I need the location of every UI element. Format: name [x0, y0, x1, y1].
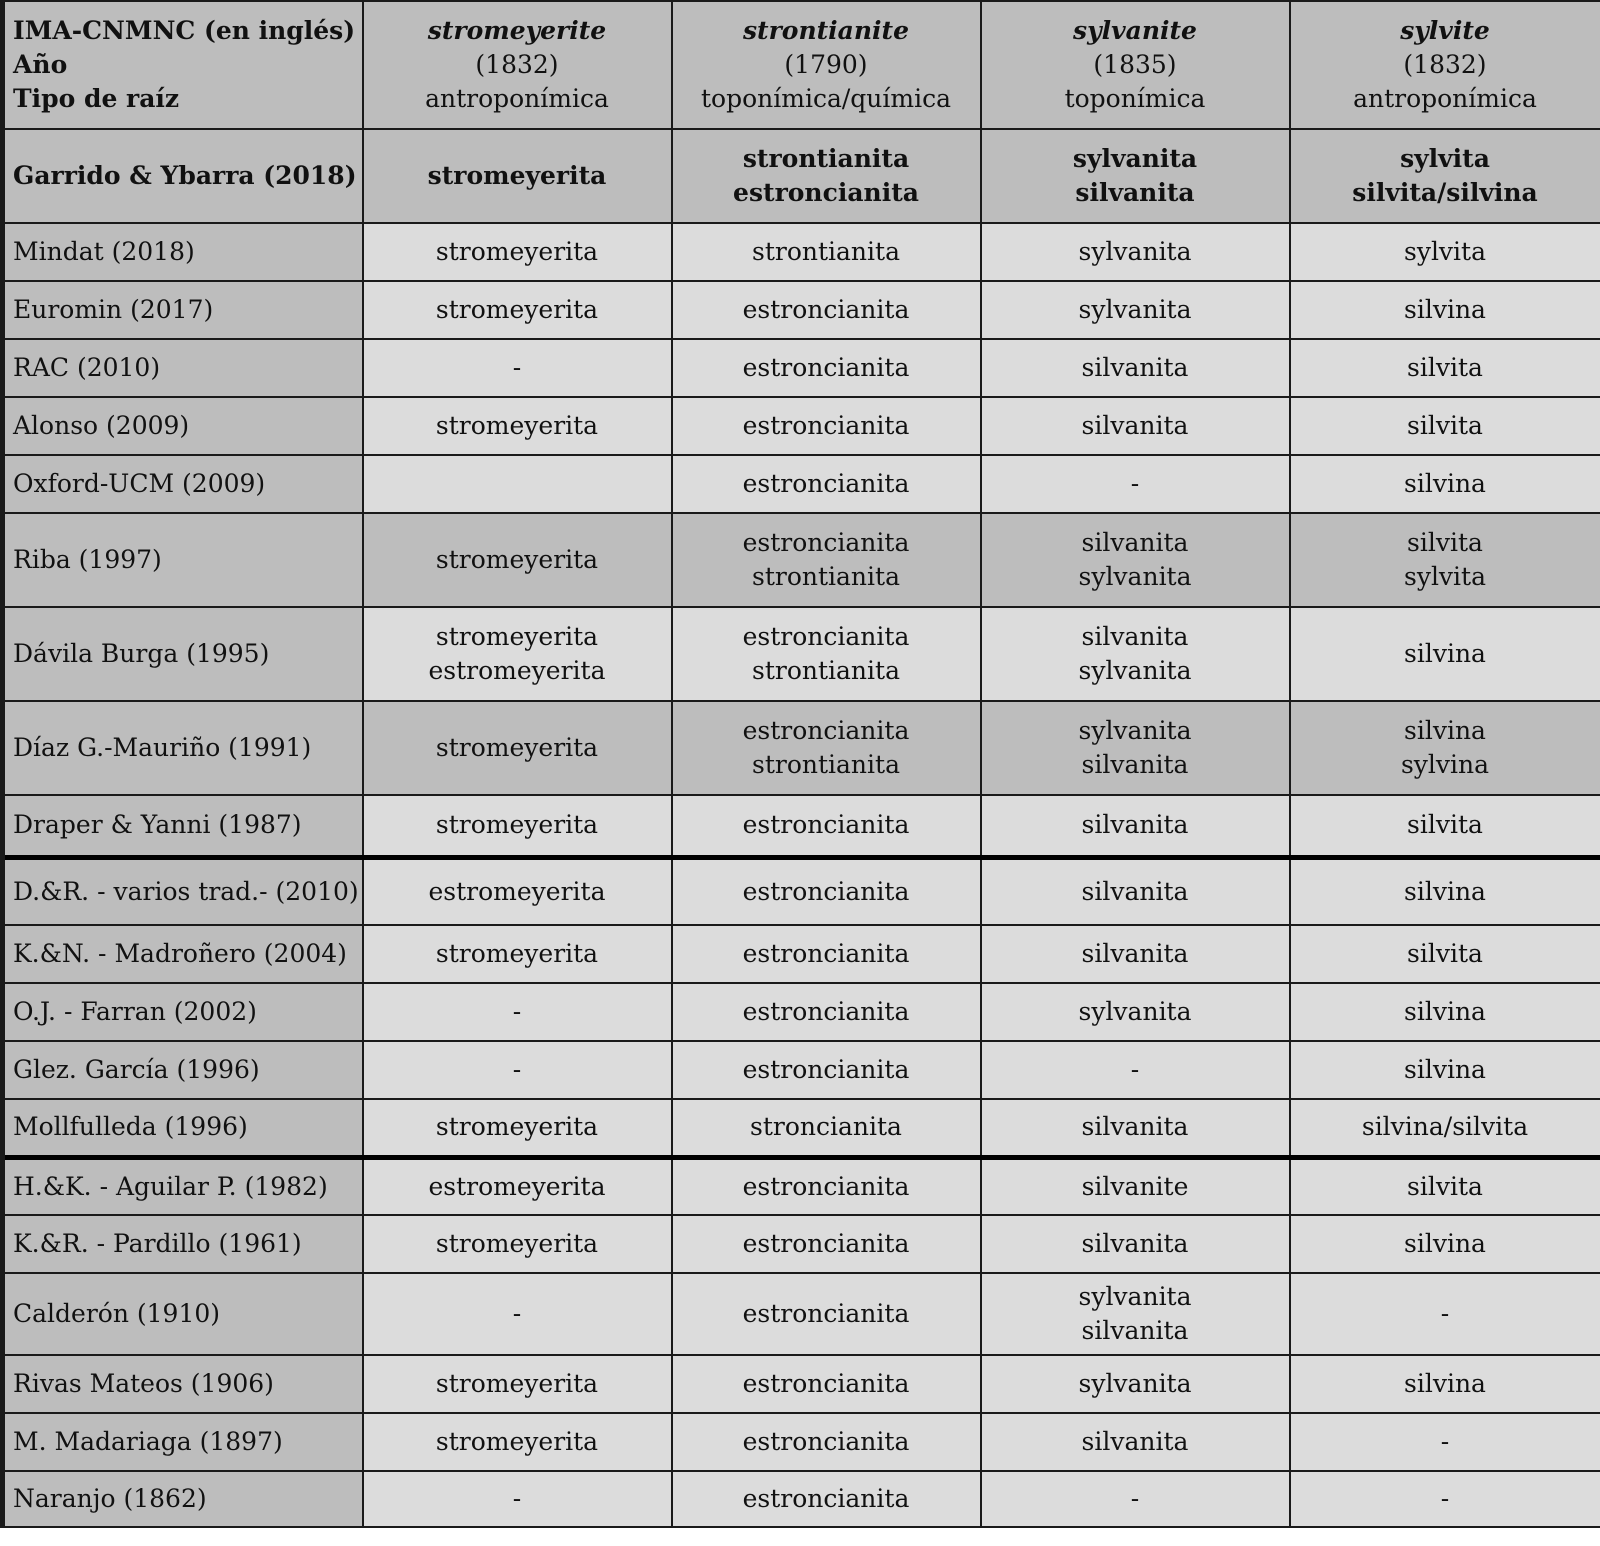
- value-cell: [1290, 795, 1600, 857]
- value-line: -: [512, 1055, 522, 1084]
- mineral-year: (1835): [1093, 50, 1177, 79]
- value-cell: [981, 1413, 1290, 1471]
- value-cell: [363, 1413, 672, 1471]
- value-cell: [672, 1041, 981, 1099]
- source-cell: Naranjo (1862): [3, 1471, 363, 1527]
- value-line: stromeyerita: [435, 295, 599, 324]
- value-line: estroncianita: [742, 939, 910, 968]
- mineral-year: (1832): [1403, 50, 1487, 79]
- mineral-header-cell: [672, 1, 981, 129]
- value-line: sylvita: [1403, 562, 1487, 591]
- source-cell: Calderón (1910): [3, 1273, 363, 1355]
- reference-row: [3, 129, 1600, 223]
- value-cell: [672, 339, 981, 397]
- value-cell: [363, 397, 672, 455]
- value-line: silvita: [1407, 411, 1483, 440]
- value-cell: [981, 1099, 1290, 1157]
- value-cell: [672, 983, 981, 1041]
- mineral-header-cell: [363, 1, 672, 129]
- value-cell: [363, 223, 672, 281]
- value-line: sylvanita: [1078, 562, 1192, 591]
- value-cell: [363, 1041, 672, 1099]
- header-label-line: Tipo de raíz: [13, 84, 180, 113]
- mineral-name: sylvanite: [1073, 16, 1197, 45]
- value-line: stroncianita: [750, 1112, 902, 1142]
- value-cell: [981, 397, 1290, 455]
- value-cell: [363, 983, 672, 1041]
- value-cell: [1290, 983, 1600, 1041]
- value-line: strontianita: [752, 562, 900, 591]
- value-line: silvina: [1404, 1229, 1486, 1258]
- value-cell: [672, 701, 981, 795]
- value-cell: [1290, 1041, 1600, 1099]
- mineral-name: strontianite: [742, 16, 909, 45]
- value-cell: [672, 513, 981, 607]
- value-line: stromeyerita: [435, 1112, 599, 1142]
- value-cell: [1290, 455, 1600, 513]
- value-line: stromeyerita: [435, 810, 599, 840]
- value-line: silvina: [1404, 639, 1486, 668]
- value-cell: [363, 925, 672, 983]
- value-cell: [672, 1215, 981, 1273]
- value-line: -: [1130, 1484, 1140, 1513]
- value-cell: [363, 281, 672, 339]
- value-line: silvanita: [1081, 1229, 1189, 1258]
- source-cell: D.&R. - varios trad.- (2010): [3, 857, 363, 925]
- value-line: estroncianita: [742, 876, 910, 906]
- reference-value: silvita/silvina: [1352, 178, 1538, 207]
- source-cell: K.&N. - Madroñero (2004): [3, 925, 363, 983]
- source-cell: Alonso (2009): [3, 397, 363, 455]
- value-line: silvanita: [1081, 876, 1189, 906]
- value-line: silvanita: [1081, 939, 1189, 968]
- table-row: [3, 455, 1600, 513]
- mineral-name: sylvite: [1400, 16, 1490, 45]
- source-cell: RAC (2010): [3, 339, 363, 397]
- value-line: stromeyerita: [435, 1369, 599, 1398]
- value-line: -: [512, 1484, 522, 1513]
- reference-source-cell: Garrido & Ybarra (2018): [3, 129, 363, 223]
- value-cell: [1290, 397, 1600, 455]
- value-cell: [672, 925, 981, 983]
- value-cell: [363, 1273, 672, 1355]
- value-line: sylvanita: [1078, 716, 1192, 745]
- value-cell: [363, 607, 672, 701]
- value-cell: [672, 1413, 981, 1471]
- value-line: silvita: [1407, 810, 1483, 840]
- source-cell: M. Madariaga (1897): [3, 1413, 363, 1471]
- value-cell: [363, 1355, 672, 1413]
- value-line: estromeyerita: [428, 656, 606, 685]
- value-line: estroncianita: [742, 997, 910, 1026]
- reference-value-cell: [1290, 129, 1600, 223]
- mineral-year: (1832): [475, 50, 559, 79]
- source-cell: Euromin (2017): [3, 281, 363, 339]
- value-line: estroncianita: [742, 1229, 910, 1258]
- value-cell: [363, 1099, 672, 1157]
- table-row: [3, 1099, 1600, 1157]
- value-cell: [1290, 701, 1600, 795]
- value-cell: [672, 1273, 981, 1355]
- value-line: -: [1440, 1299, 1450, 1328]
- mineral-root-type: toponímica: [1064, 84, 1206, 113]
- source-cell: Díaz G.-Mauriño (1991): [3, 701, 363, 795]
- value-cell: [672, 1471, 981, 1527]
- value-line: sylvanita: [1078, 295, 1192, 324]
- header-label-line: IMA-CNMNC (en inglés): [13, 16, 356, 45]
- value-line: silvanita: [1081, 810, 1189, 840]
- value-cell: [363, 795, 672, 857]
- value-line: -: [512, 997, 522, 1026]
- value-cell: [363, 455, 672, 513]
- value-cell: [981, 1355, 1290, 1413]
- value-line: silvina: [1404, 716, 1486, 745]
- value-line: strontianita: [752, 237, 900, 266]
- value-cell: [672, 223, 981, 281]
- table-row: [3, 513, 1600, 607]
- value-line: silvina: [1404, 1055, 1486, 1084]
- source-cell: O.J. - Farran (2002): [3, 983, 363, 1041]
- value-cell: [981, 701, 1290, 795]
- value-line: estroncianita: [742, 810, 910, 840]
- value-cell: [981, 925, 1290, 983]
- value-cell: [672, 795, 981, 857]
- source-cell: Dávila Burga (1995): [3, 607, 363, 701]
- value-line: -: [1440, 1427, 1450, 1456]
- table-row: [3, 281, 1600, 339]
- value-cell: [981, 857, 1290, 925]
- value-cell: [981, 1041, 1290, 1099]
- header-label-cell: [3, 1, 363, 129]
- value-line: sylvita: [1403, 237, 1487, 266]
- mineral-root-type: toponímica/química: [701, 84, 951, 113]
- data-rows: [3, 223, 1600, 1527]
- value-line: silvanita: [1081, 750, 1189, 779]
- value-line: estroncianita: [742, 469, 910, 498]
- value-cell: [363, 1215, 672, 1273]
- reference-value-cell: [672, 129, 981, 223]
- value-line: estroncianita: [742, 1299, 910, 1328]
- value-line: sylvanita: [1078, 1282, 1192, 1311]
- value-line: estroncianita: [742, 622, 910, 651]
- table-row: [3, 1157, 1600, 1215]
- value-cell: [981, 1471, 1290, 1527]
- value-line: stromeyerita: [435, 1427, 599, 1456]
- value-line: stromeyerita: [435, 622, 599, 651]
- header-label-line: Año: [13, 50, 68, 79]
- value-line: stromeyerita: [435, 1229, 599, 1258]
- value-line: silvanita: [1081, 411, 1189, 440]
- value-cell: [363, 513, 672, 607]
- reference-value: sylvanita: [1072, 144, 1198, 173]
- value-cell: [981, 983, 1290, 1041]
- value-line: sylvanita: [1078, 1369, 1192, 1398]
- value-line: -: [1130, 469, 1140, 498]
- mineral-root-type: antroponímica: [425, 84, 609, 113]
- value-line: sylvanita: [1078, 656, 1192, 685]
- value-line: silvanita: [1081, 353, 1189, 382]
- value-line: estromeyerita: [428, 876, 606, 906]
- table-row: [3, 1413, 1600, 1471]
- source-cell: H.&K. - Aguilar P. (1982): [3, 1157, 363, 1215]
- reference-value-cell: [981, 129, 1290, 223]
- value-cell: [672, 857, 981, 925]
- value-line: estroncianita: [742, 1484, 910, 1513]
- value-line: silvita: [1407, 1171, 1483, 1201]
- value-line: estroncianita: [742, 716, 910, 745]
- value-cell: [1290, 1215, 1600, 1273]
- value-cell: [1290, 223, 1600, 281]
- value-cell: [672, 397, 981, 455]
- reference-value: silvanita: [1075, 178, 1195, 207]
- value-cell: [981, 455, 1290, 513]
- value-cell: [363, 701, 672, 795]
- value-cell: [981, 339, 1290, 397]
- value-line: strontianita: [752, 656, 900, 685]
- value-line: sylvanita: [1078, 997, 1192, 1026]
- value-line: silvina: [1404, 295, 1486, 324]
- value-line: -: [1130, 1055, 1140, 1084]
- value-cell: [1290, 513, 1600, 607]
- mineral-year: (1790): [784, 50, 868, 79]
- value-line: silvita: [1407, 939, 1483, 968]
- source-cell: Rivas Mateos (1906): [3, 1355, 363, 1413]
- value-line: silvanita: [1081, 1427, 1189, 1456]
- value-line: stromeyerita: [435, 733, 599, 762]
- table-row: [3, 925, 1600, 983]
- table-row: [3, 1273, 1600, 1355]
- value-line: stromeyerita: [435, 939, 599, 968]
- value-cell: [981, 281, 1290, 339]
- value-line: silvanita: [1081, 1316, 1189, 1345]
- mineral-header-cell: [981, 1, 1290, 129]
- header-row: [3, 1, 1600, 129]
- value-cell: [363, 1157, 672, 1215]
- table-row: [3, 397, 1600, 455]
- source-cell: Draper & Yanni (1987): [3, 795, 363, 857]
- value-cell: [1290, 281, 1600, 339]
- mineral-root-type: antroponímica: [1353, 84, 1537, 113]
- source-cell: Mollfulleda (1996): [3, 1099, 363, 1157]
- value-line: estroncianita: [742, 295, 910, 324]
- value-cell: [1290, 607, 1600, 701]
- table-row: [3, 1355, 1600, 1413]
- value-line: estroncianita: [742, 411, 910, 440]
- reference-value: sylvita: [1400, 144, 1490, 173]
- value-line: silvina/silvita: [1361, 1112, 1529, 1142]
- value-line: silvita: [1407, 528, 1483, 557]
- table-row: [3, 607, 1600, 701]
- value-line: sylvina: [1400, 750, 1490, 779]
- value-cell: [672, 1157, 981, 1215]
- value-cell: [1290, 1099, 1600, 1157]
- table-row: [3, 223, 1600, 281]
- value-cell: [672, 281, 981, 339]
- value-line: estroncianita: [742, 528, 910, 557]
- value-cell: [1290, 339, 1600, 397]
- value-line: -: [512, 353, 522, 382]
- table-row: [3, 701, 1600, 795]
- table-row: [3, 1471, 1600, 1527]
- value-cell: [672, 607, 981, 701]
- value-cell: [363, 339, 672, 397]
- value-cell: [363, 857, 672, 925]
- value-line: -: [1440, 1484, 1450, 1513]
- value-cell: [981, 223, 1290, 281]
- source-cell: K.&R. - Pardillo (1961): [3, 1215, 363, 1273]
- value-line: silvanita: [1081, 528, 1189, 557]
- source-cell: Oxford-UCM (2009): [3, 455, 363, 513]
- value-cell: [1290, 857, 1600, 925]
- value-cell: [981, 1157, 1290, 1215]
- value-line: estroncianita: [742, 1369, 910, 1398]
- table-row: [3, 1041, 1600, 1099]
- value-cell: [1290, 1471, 1600, 1527]
- value-line: -: [512, 1299, 522, 1328]
- table-row: [3, 1215, 1600, 1273]
- table-row: [3, 339, 1600, 397]
- source-cell: Riba (1997): [3, 513, 363, 607]
- mineral-name: stromeyerite: [427, 16, 607, 45]
- table-row: [3, 795, 1600, 857]
- value-line: silvanita: [1081, 1112, 1189, 1142]
- value-cell: [363, 1471, 672, 1527]
- reference-value: strontianita: [742, 144, 910, 173]
- reference-value: estroncianita: [733, 178, 919, 207]
- value-line: silvanite: [1081, 1171, 1189, 1201]
- value-cell: [1290, 1413, 1600, 1471]
- value-cell: [981, 607, 1290, 701]
- value-cell: [672, 1099, 981, 1157]
- value-cell: [981, 513, 1290, 607]
- reference-value: stromeyerita: [427, 161, 607, 190]
- reference-value-cell: [363, 129, 672, 223]
- value-cell: [981, 1215, 1290, 1273]
- source-cell: Glez. García (1996): [3, 1041, 363, 1099]
- value-cell: [981, 795, 1290, 857]
- value-line: stromeyerita: [435, 411, 599, 440]
- value-cell: [1290, 1273, 1600, 1355]
- value-line: sylvanita: [1078, 237, 1192, 266]
- table-row: [3, 983, 1600, 1041]
- source-cell: Mindat (2018): [3, 223, 363, 281]
- value-line: stromeyerita: [435, 237, 599, 266]
- value-line: silvita: [1407, 353, 1483, 382]
- value-line: silvina: [1404, 469, 1486, 498]
- value-line: silvina: [1404, 876, 1486, 906]
- value-line: estromeyerita: [428, 1171, 606, 1201]
- value-line: estroncianita: [742, 353, 910, 382]
- value-cell: [672, 1355, 981, 1413]
- value-line: strontianita: [752, 750, 900, 779]
- mineral-header-cell: [1290, 1, 1600, 129]
- value-cell: [1290, 1157, 1600, 1215]
- value-line: silvina: [1404, 1369, 1486, 1398]
- value-line: silvanita: [1081, 622, 1189, 651]
- value-cell: [672, 455, 981, 513]
- table-row: [3, 857, 1600, 925]
- value-line: silvina: [1404, 997, 1486, 1026]
- value-line: estroncianita: [742, 1427, 910, 1456]
- value-line: stromeyerita: [435, 545, 599, 574]
- value-cell: [1290, 925, 1600, 983]
- value-cell: [981, 1273, 1290, 1355]
- value-line: estroncianita: [742, 1171, 910, 1201]
- value-line: estroncianita: [742, 1055, 910, 1084]
- value-cell: [1290, 1355, 1600, 1413]
